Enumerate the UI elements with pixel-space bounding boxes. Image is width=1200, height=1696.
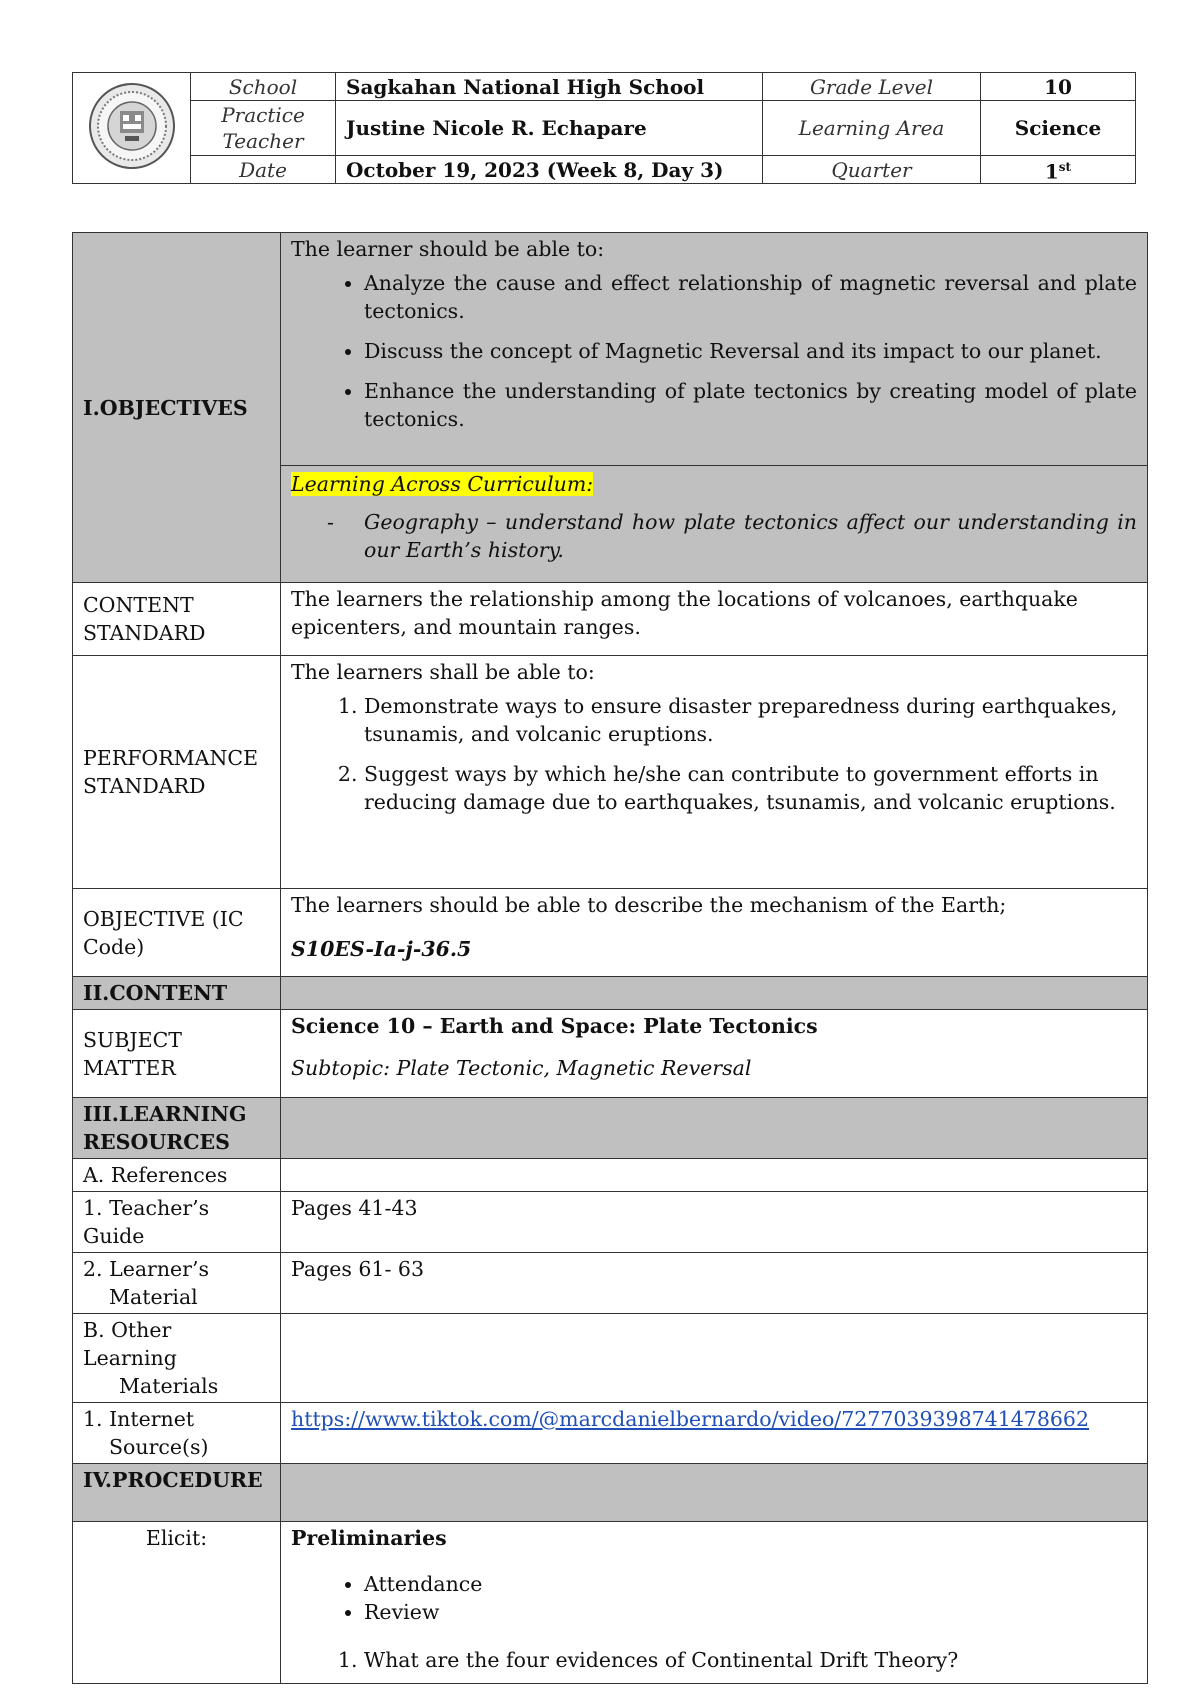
content-label: II.CONTENT: [73, 977, 281, 1010]
objective-ic-cell: [281, 889, 1148, 977]
list-item: • Discuss the concept of Magnetic Reversal and its impact to our planet.: [364, 337, 1137, 365]
objectives-list: [291, 269, 1137, 433]
grade-level-label: Grade Level: [763, 73, 981, 101]
list-item: • Analyze the cause and effect relationship of magnetic reversal and plate tectonics.: [364, 269, 1137, 325]
content-blank: [281, 977, 1148, 1010]
school-label: School: [191, 73, 336, 101]
learners-material-label: 2. Learner’s Material: [73, 1253, 281, 1314]
references-blank: [281, 1159, 1148, 1192]
references-label: A. References: [73, 1159, 281, 1192]
list-item: • Attendance: [364, 1570, 1137, 1598]
learning-across-curriculum-cell: [281, 466, 1148, 583]
objectives-intro: The learner should be able to:: [291, 237, 605, 261]
school-name: Sagkahan National High School: [336, 73, 763, 101]
list-item: • Review: [364, 1598, 1137, 1626]
practice-teacher-name: Justine Nicole R. Echapare: [336, 101, 763, 156]
content-standard-label: CONTENT STANDARD: [73, 583, 281, 656]
other-learning-materials-blank: [281, 1314, 1148, 1403]
performance-standard-cell: [281, 656, 1148, 889]
elicit-cell: [281, 1522, 1148, 1684]
date-label: Date: [191, 156, 336, 184]
lac-dash: -: [327, 510, 334, 534]
performance-standard-label: PERFORMANCE STANDARD: [73, 656, 281, 889]
internet-source-link[interactable]: https://www.tiktok.com/@marcdanielbernardo/video/7277039398741478662: [291, 1407, 1090, 1431]
elicit-label: Elicit:: [73, 1522, 281, 1684]
learning-area-label: Learning Area: [763, 101, 981, 156]
list-item: • Enhance the understanding of plate tectonics by creating model of plate tectonics.: [364, 377, 1137, 433]
review-questions-list: [291, 1646, 1137, 1674]
learning-resources-label: III.LEARNING RESOURCES: [73, 1098, 281, 1159]
content-standard-text: The learners the relationship among the locations of volcanoes, earthquake epicenters, and mountain ranges.: [281, 583, 1148, 656]
header-table: [72, 72, 1136, 184]
lac-item: Geography – understand how plate tectonics affect our understanding in our Earth’s history.: [364, 510, 1137, 562]
preliminaries-title: Preliminaries: [291, 1526, 447, 1550]
procedure-blank: [281, 1464, 1148, 1522]
subject-matter-label: SUBJECT MATTER: [73, 1010, 281, 1098]
grade-level-value: 10: [981, 73, 1136, 101]
school-seal-icon: [87, 81, 177, 171]
learning-resources-blank: [281, 1098, 1148, 1159]
learners-material-value: Pages 61- 63: [281, 1253, 1148, 1314]
performance-standard-intro: The learners shall be able to:: [291, 660, 595, 684]
lesson-plan-table: [72, 232, 1148, 1684]
teachers-guide-label: 1. Teacher’s Guide: [73, 1192, 281, 1253]
objective-ic-text: The learners should be able to describe the mechanism of the Earth;: [291, 893, 1007, 917]
preliminaries-list: [291, 1570, 1137, 1626]
learning-area-value: Science: [981, 101, 1136, 156]
list-item: 2. Suggest ways by which he/she can contribute to government efforts in reducing damage due to earthquakes, tsunamis, and volcanic eruptions.: [364, 760, 1137, 816]
objective-ic-code: S10ES-Ia-j-36.5: [291, 937, 472, 961]
school-seal-cell: [73, 73, 191, 184]
teachers-guide-value: Pages 41-43: [281, 1192, 1148, 1253]
performance-standard-list: [291, 692, 1137, 816]
quarter-label: Quarter: [763, 156, 981, 184]
subtopic: Subtopic: Plate Tectonic, Magnetic Reversal: [291, 1056, 752, 1080]
date-value: October 19, 2023 (Week 8, Day 3): [336, 156, 763, 184]
other-learning-materials-label: B. Other Learning Materials: [73, 1314, 281, 1403]
lac-title: Learning Across Curriculum:: [291, 472, 594, 496]
objectives-label: I.OBJECTIVES: [73, 233, 281, 583]
internet-sources-cell: [281, 1403, 1148, 1464]
quarter-value: 1st: [981, 156, 1136, 184]
objective-ic-label: OBJECTIVE (IC Code): [73, 889, 281, 977]
subject-matter-title: Science 10 – Earth and Space: Plate Tectonics: [291, 1014, 818, 1038]
practice-teacher-label: Practice Teacher: [191, 101, 336, 156]
objectives-cell: [281, 233, 1148, 466]
subject-matter-cell: [281, 1010, 1148, 1098]
procedure-label: IV.PROCEDURE: [73, 1464, 281, 1522]
list-item: 1. Demonstrate ways to ensure disaster preparedness during earthquakes, tsunamis, and volcanic eruptions.: [364, 692, 1137, 748]
internet-sources-label: 1. Internet Source(s): [73, 1403, 281, 1464]
list-item: 1. What are the four evidences of Continental Drift Theory?: [364, 1646, 1137, 1674]
